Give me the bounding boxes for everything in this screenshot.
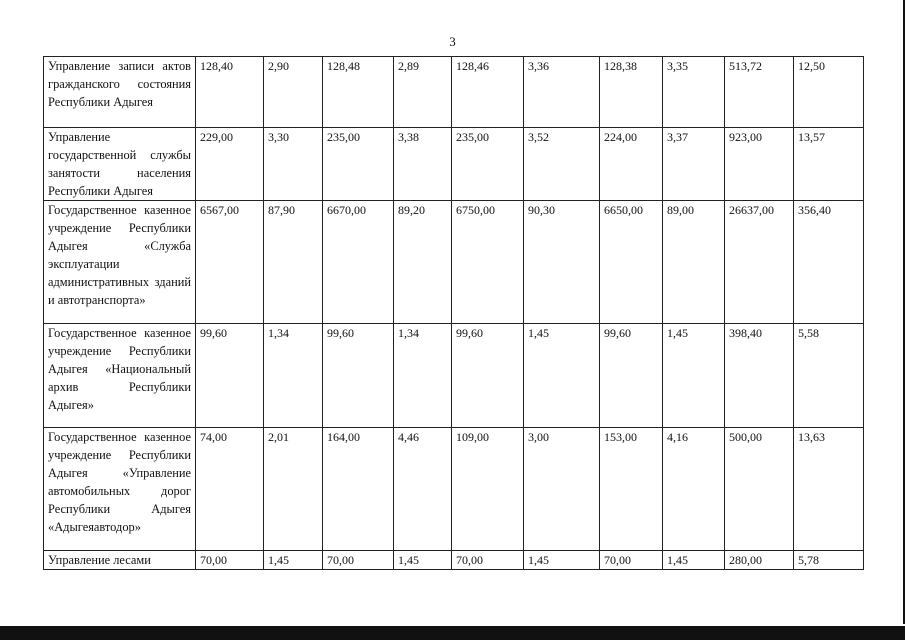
value-cell: 1,45: [663, 551, 725, 570]
table-row: [44, 128, 864, 201]
value-cell: 99,60: [452, 324, 524, 428]
value-cell: 2,89: [394, 57, 452, 128]
value-cell: 13,63: [794, 428, 864, 551]
value-cell: 1,45: [524, 324, 600, 428]
value-cell: 1,45: [394, 551, 452, 570]
value-cell: 280,00: [725, 551, 794, 570]
value-cell: 500,00: [725, 428, 794, 551]
value-cell: 3,00: [524, 428, 600, 551]
value-cell: 6650,00: [600, 201, 663, 324]
table-row: [44, 551, 864, 570]
value-cell: 26637,00: [725, 201, 794, 324]
value-cell: 235,00: [452, 128, 524, 201]
value-cell: 3,37: [663, 128, 725, 201]
value-cell: 4,46: [394, 428, 452, 551]
value-cell: 513,72: [725, 57, 794, 128]
value-cell: 70,00: [323, 551, 394, 570]
value-cell: 90,30: [524, 201, 600, 324]
value-cell: 2,90: [264, 57, 323, 128]
value-cell: 153,00: [600, 428, 663, 551]
value-cell: 109,00: [452, 428, 524, 551]
value-cell: 1,34: [394, 324, 452, 428]
value-cell: 3,30: [264, 128, 323, 201]
value-cell: 128,46: [452, 57, 524, 128]
table-row: [44, 57, 864, 128]
value-cell: 128,48: [323, 57, 394, 128]
value-cell: 224,00: [600, 128, 663, 201]
value-cell: 1,34: [264, 324, 323, 428]
value-cell: 12,50: [794, 57, 864, 128]
value-cell: 5,58: [794, 324, 864, 428]
value-cell: 6670,00: [323, 201, 394, 324]
value-cell: 3,35: [663, 57, 725, 128]
scan-border: [0, 626, 905, 640]
value-cell: 70,00: [196, 551, 264, 570]
value-cell: 6750,00: [452, 201, 524, 324]
value-cell: 99,60: [600, 324, 663, 428]
value-cell: 128,40: [196, 57, 264, 128]
value-cell: 3,52: [524, 128, 600, 201]
value-cell: 3,38: [394, 128, 452, 201]
value-cell: 923,00: [725, 128, 794, 201]
value-cell: 229,00: [196, 128, 264, 201]
value-cell: 164,00: [323, 428, 394, 551]
value-cell: 1,45: [264, 551, 323, 570]
organization-cell: Управление лесами: [44, 551, 196, 570]
organization-cell: Управление государственной службы занятости населения Республики Адыгея: [44, 128, 196, 201]
value-cell: 1,45: [663, 324, 725, 428]
value-cell: 13,57: [794, 128, 864, 201]
organization-cell: Государственное казенное учреждение Республики Адыгея «Национальный архив Республики Адыгея»: [44, 324, 196, 428]
value-cell: 3,36: [524, 57, 600, 128]
value-cell: 1,45: [524, 551, 600, 570]
table-row: [44, 428, 864, 551]
value-cell: 70,00: [452, 551, 524, 570]
organization-cell: Государственное казенное учреждение Республики Адыгея «Управление автомобильных дорог Республики Адыгея «Адыгеяавтодор»: [44, 428, 196, 551]
value-cell: 87,90: [264, 201, 323, 324]
value-cell: 4,16: [663, 428, 725, 551]
organization-cell: Государственное казенное учреждение Республики Адыгея «Служба эксплуатации административных зданий и автотранспорта»: [44, 201, 196, 324]
value-cell: 99,60: [323, 324, 394, 428]
value-cell: 89,20: [394, 201, 452, 324]
value-cell: 74,00: [196, 428, 264, 551]
value-cell: 356,40: [794, 201, 864, 324]
table-row: [44, 324, 864, 428]
value-cell: 6567,00: [196, 201, 264, 324]
value-cell: 99,60: [196, 324, 264, 428]
value-cell: 2,01: [264, 428, 323, 551]
value-cell: 5,78: [794, 551, 864, 570]
value-cell: 89,00: [663, 201, 725, 324]
organization-cell: Управление записи актов гражданского состояния Республики Адыгея: [44, 57, 196, 128]
value-cell: 70,00: [600, 551, 663, 570]
page-number: 3: [449, 34, 456, 49]
value-cell: 398,40: [725, 324, 794, 428]
budget-table: [43, 56, 864, 570]
value-cell: 128,38: [600, 57, 663, 128]
value-cell: 235,00: [323, 128, 394, 201]
table-row: [44, 201, 864, 324]
